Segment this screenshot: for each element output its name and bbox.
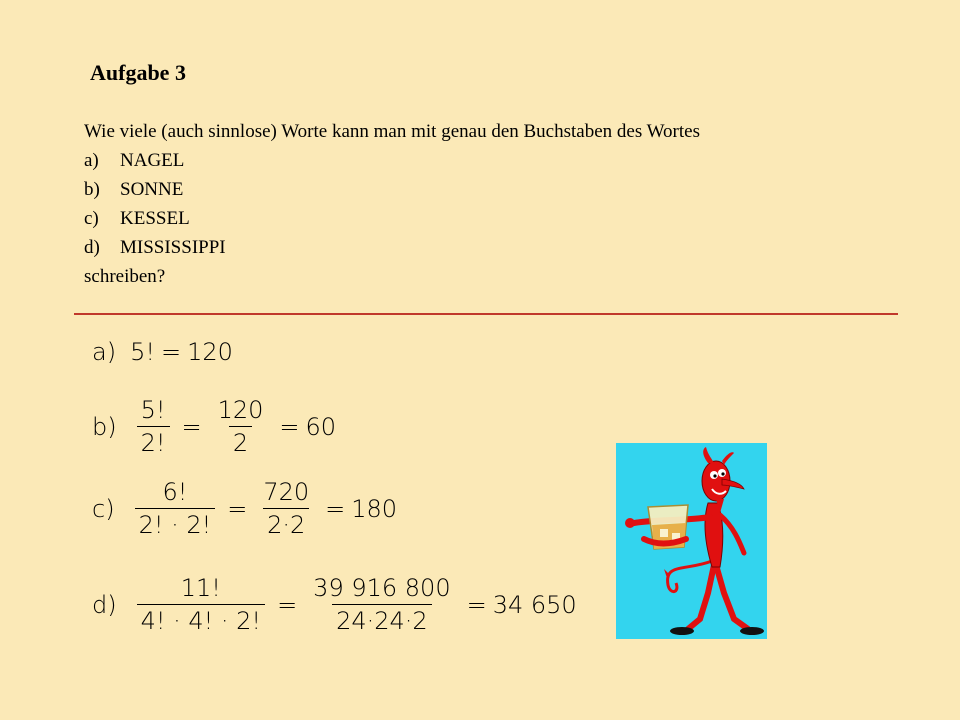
item-label: d) [84, 237, 100, 258]
divider-line [74, 313, 898, 315]
item-label: c) [84, 208, 99, 229]
result: 34 650 [492, 590, 577, 619]
equals-sign: = [279, 412, 300, 441]
denominator: 24·24·2 [332, 604, 432, 635]
equals-sign: = [277, 590, 298, 619]
item-label: a) [84, 150, 99, 171]
solution-a [92, 338, 233, 366]
fraction [137, 396, 170, 457]
numerator: 120 [217, 396, 264, 424]
denominator: 2 [229, 426, 252, 457]
item-label: b) [84, 179, 100, 200]
fraction [137, 574, 265, 635]
question-tail: schreiben? [84, 266, 166, 287]
denominator: 4! · 4! · 2! [137, 604, 265, 635]
list-item [84, 146, 700, 175]
equals-sign: = [325, 494, 346, 523]
equals-sign: = [227, 494, 248, 523]
solution-label: c) [92, 494, 115, 523]
numerator: 6! [162, 478, 188, 506]
numerator: 720 [263, 478, 310, 506]
denominator: 2! · 2! [135, 508, 216, 539]
numerator: 11! [180, 574, 221, 602]
solution-b [92, 396, 336, 457]
equals-sign: = [466, 590, 487, 619]
question-lead: Wie viele (auch sinnlose) Worte kann man mit genau den Buchstaben des Wortes [84, 121, 700, 142]
fraction [135, 478, 216, 539]
numerator: 5! [140, 396, 166, 424]
numerator: 39 916 800 [313, 574, 451, 602]
fraction [259, 478, 313, 539]
word-list [84, 146, 700, 262]
item-word: MISSISSIPPI [120, 237, 226, 258]
item-word: KESSEL [120, 208, 190, 229]
solution-d [92, 574, 577, 635]
clipart-background [616, 443, 767, 639]
equals-sign: = [181, 412, 202, 441]
solution-c [92, 478, 397, 539]
result: 60 [305, 412, 337, 441]
devil-clipart-icon [616, 443, 767, 639]
solution-label: d) [92, 590, 117, 619]
task-title: Aufgabe 3 [90, 60, 186, 85]
denominator: 2! [137, 426, 170, 457]
result: 180 [351, 494, 398, 523]
list-item [84, 233, 700, 262]
equals-sign: = [160, 338, 182, 366]
expression: 5! [130, 338, 155, 366]
result: 120 [187, 338, 233, 366]
list-item [84, 204, 700, 233]
item-word: SONNE [120, 179, 184, 200]
denominator: 2·2 [263, 508, 309, 539]
solution-label: b) [92, 412, 117, 441]
solution-label: a) [92, 338, 117, 366]
question-block [84, 117, 700, 291]
fraction [309, 574, 454, 635]
item-word: NAGEL [120, 150, 185, 171]
fraction [214, 396, 268, 457]
list-item [84, 175, 700, 204]
